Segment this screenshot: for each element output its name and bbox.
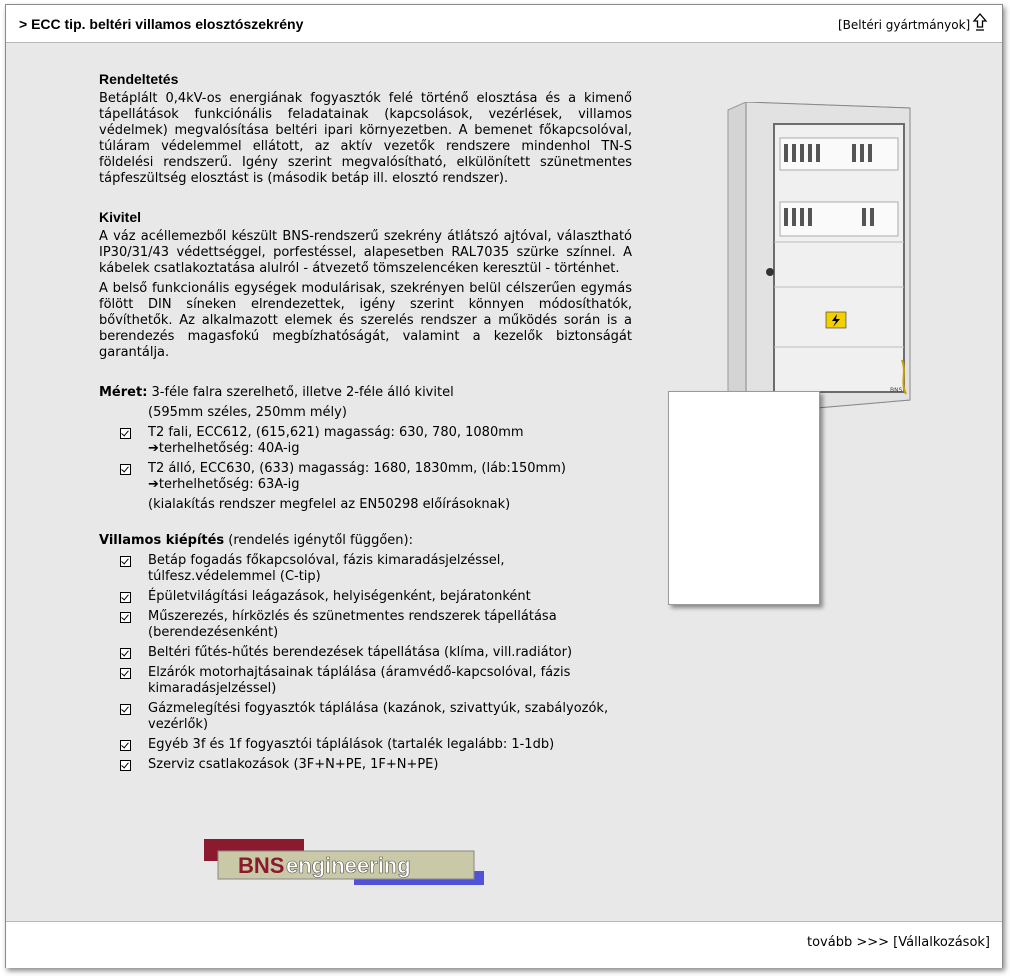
heading-rendeltetes: Rendeltetés bbox=[99, 71, 179, 87]
checkbox-icon bbox=[120, 612, 131, 623]
list-item-text: Betáp fogadás főkapcsolóval, fázis kimaradásjelzéssel, túlfesz.védelemmel (C-tip) bbox=[148, 553, 505, 584]
cabinet-image bbox=[722, 102, 916, 414]
checkbox-icon bbox=[120, 592, 131, 603]
page-title: > ECC tip. beltéri villamos elosztószekrény bbox=[19, 16, 304, 32]
meret-text: 3-féle falra szerelhető, illetve 2-féle álló kivitel bbox=[147, 385, 454, 400]
kivitel-text-2: A belső funkcionális egységek modulárisak, szekrényen belül célszerűen egymás fölött DIN síneken elrendezettek, igény szerint könnyen módosíthatók, bővíthetők. Az alkalmazott elemek és szerelés rendszer a működés során is a berendezés magasfokú megbízhatóságát, valamint a kezelők biztonságát garantálja. bbox=[99, 281, 632, 360]
breadcrumb-link[interactable]: [Beltéri gyártmányok] bbox=[838, 18, 971, 32]
meret-note: (kialakítás rendszer megfelel az EN50298 előírásoknak) bbox=[148, 497, 511, 512]
meret-item-line2: terhelhetőség: 63A-ig bbox=[158, 477, 300, 492]
villamos-section bbox=[99, 533, 632, 773]
list-item bbox=[99, 757, 632, 773]
list-item-text: Műszerezés, hírközlés és szünetmentes rendszerek tápellátása (berendezésenként) bbox=[148, 609, 557, 640]
meret-item bbox=[99, 425, 632, 457]
checkbox-icon bbox=[120, 760, 131, 771]
footer-bar bbox=[6, 921, 1002, 968]
logo-text-engineering: engineering bbox=[286, 853, 411, 878]
checkbox-icon bbox=[120, 648, 131, 659]
list-item-text: Szerviz csatlakozások (3F+N+PE, 1F+N+PE) bbox=[148, 757, 439, 772]
list-item bbox=[99, 665, 632, 697]
checkbox-icon bbox=[120, 740, 131, 751]
list-item bbox=[99, 609, 632, 641]
meret-item bbox=[99, 461, 632, 493]
checkbox-icon bbox=[120, 464, 131, 475]
meret-section bbox=[99, 385, 632, 513]
meret-item-line1: T2 fali, ECC612, (615,621) magasság: 630, 780, 1080mm bbox=[148, 425, 524, 440]
logo-text-bns: BNS bbox=[238, 853, 285, 878]
list-item bbox=[99, 645, 632, 661]
list-item bbox=[99, 589, 632, 605]
list-item bbox=[99, 553, 632, 585]
rendeltetes-text: Betáplált 0,4kV-os energiának fogyasztók felé történő elosztása és a kimenő tápellátások funkciónális feladatainak (kapcsolások, vezérlések, villamos védelmek) megvalósítása beltéri ipari környezetben. A bemenet főkapcsolóval, túláram védelemmel ellátott, az aktív vezetők rendszere mindenhol TN-S földelési rendszerű. Igény szerint megvalósítható, elkülönített szünetmentes tápfeszültség elosztást is (második betáp ill. elosztó rendszer). bbox=[99, 91, 632, 186]
page-frame bbox=[5, 4, 1003, 968]
meret-item-line2: terhelhetőség: 40A-ig bbox=[158, 441, 300, 456]
list-item bbox=[99, 737, 632, 753]
list-item-text: Egyéb 3f és 1f fogyasztói táplálások (tartalék legalább: 1-1db) bbox=[148, 737, 555, 752]
kivitel-text-1: A váz acéllemezből készült BNS-rendszerű szekrény átlátszó ajtóval, választható IP30/31/43 védettséggel, porfestéssel, alapesetben RAL7035 szürke színnel. A kábelek csatlakoztatása alulról - átvezető tömszelencéken keresztül - történhet. bbox=[99, 229, 632, 276]
meret-dims: (595mm széles, 250mm mély) bbox=[148, 405, 347, 420]
list-item-text: Elzárók motorhajtásainak táplálása (áramvédő-kapcsolóval, fázis kimaradásjelzéssel) bbox=[148, 665, 571, 696]
main-content bbox=[99, 71, 632, 773]
heading-kivitel: Kivitel bbox=[99, 209, 142, 225]
right-arrow-icon: ➔ bbox=[148, 477, 159, 492]
villamos-text: (rendelés igénytől függően): bbox=[224, 533, 413, 548]
svg-text:BNS: BNS bbox=[890, 387, 903, 394]
checkbox-icon bbox=[120, 556, 131, 567]
meret-item-line1: T2 álló, ECC630, (633) magasság: 1680, 1830mm, (láb:150mm) bbox=[148, 461, 566, 476]
list-item-text: Gázmelegítési fogyasztók táplálása (kazánok, szivattyúk, szabályozók, vezérlők) bbox=[148, 701, 609, 732]
up-arrow-icon[interactable] bbox=[972, 13, 988, 33]
checkbox-icon bbox=[120, 428, 131, 439]
header-bar bbox=[6, 5, 1002, 43]
checkbox-icon bbox=[120, 668, 131, 679]
meret-label: Méret: bbox=[99, 385, 148, 400]
next-link[interactable]: tovább >>> [Vállalkozások] bbox=[806, 935, 990, 950]
checkbox-icon bbox=[120, 704, 131, 715]
list-item bbox=[99, 701, 632, 733]
list-item-text: Beltéri fűtés-hűtés berendezések tápellátása (klíma, vill.radiátor) bbox=[148, 645, 573, 660]
villamos-label: Villamos kiépítés bbox=[99, 533, 225, 548]
list-item-text: Épületvilágítási leágazások, helyiségenként, bejáratonként bbox=[148, 589, 531, 604]
bns-engineering-logo bbox=[204, 833, 484, 889]
right-arrow-icon: ➔ bbox=[148, 441, 159, 456]
blank-image-placeholder bbox=[668, 391, 820, 605]
